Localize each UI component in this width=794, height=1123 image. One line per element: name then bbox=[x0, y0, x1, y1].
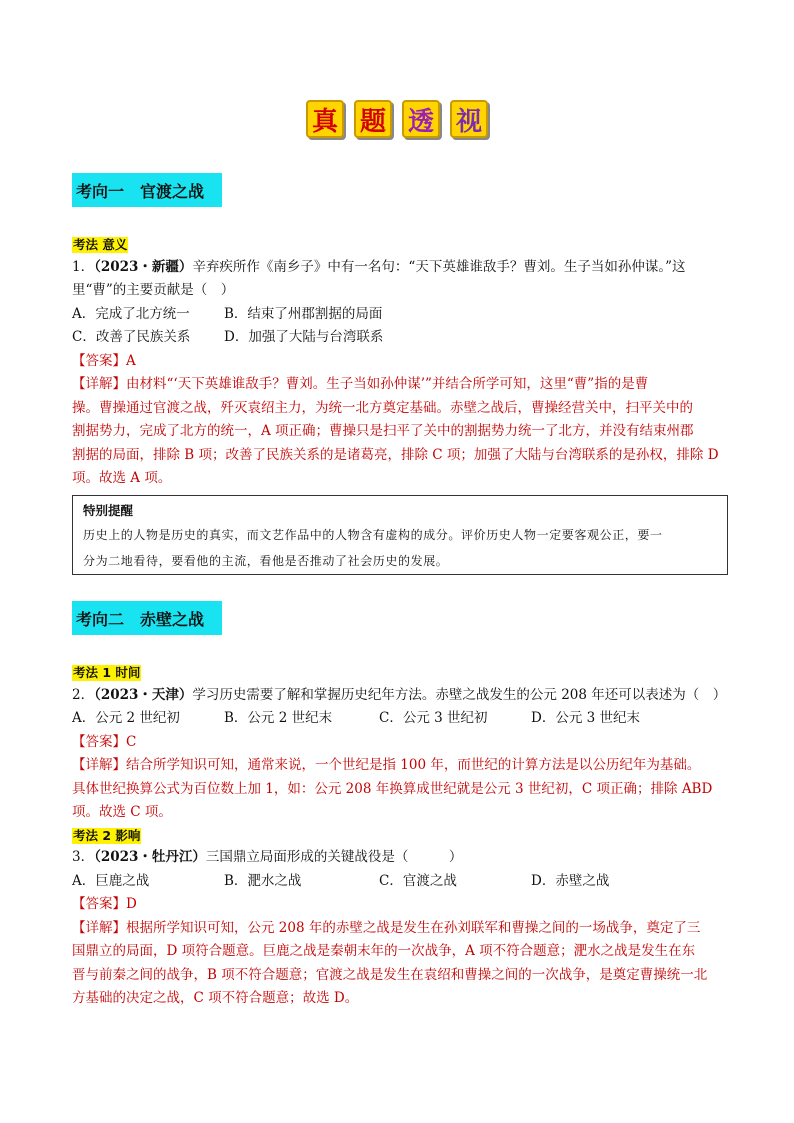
detail-line: 方基础的决定之战，C 项不符合题意；故选 D。 bbox=[72, 990, 359, 1006]
option-c: C．官渡之战 bbox=[379, 872, 457, 889]
option-b: B．结束了州郡割据的局面 bbox=[224, 305, 383, 322]
question-text-cont: 里“曹”的主要贡献是（ ） bbox=[72, 282, 235, 298]
option-c: C．改善了民族关系 bbox=[72, 329, 191, 345]
special-reminder-box bbox=[72, 495, 728, 575]
option-b: B．淝水之战 bbox=[224, 872, 302, 889]
detail-line: 【详解】由材料“‘天下英雄谁敌手？曹刘。生子当如孙仲谋’”并结合所学可知，这里“曹”指的是曹 bbox=[72, 376, 649, 392]
reminder-title: 特别提醒 bbox=[83, 503, 134, 518]
detail-line: 操。曹操通过官渡之战，歼灭袁绍主力，为统一北方奠定基础。赤壁之战后，曹操经营关中，扫平关中的 bbox=[72, 399, 693, 416]
answer: 【答案】D bbox=[72, 896, 137, 912]
question-text: 学习历史需要了解和掌握历史纪年方法。赤壁之战发生的公元 208 年还可以表述为（ ） bbox=[192, 686, 727, 703]
title-char-2: 题 bbox=[354, 100, 392, 138]
option-d: D．加强了大陆与台湾联系 bbox=[224, 329, 384, 345]
detail-line: 国鼎立的局面，D 项符合题意。巨鹿之战是秦朝末年的一次战争，A 项不符合题意；淝水之战是发生在东 bbox=[72, 943, 696, 959]
section-heading-2: 考向二 赤壁之战 bbox=[72, 601, 222, 635]
section-heading-1: 考向一 官渡之战 bbox=[72, 173, 222, 207]
answer: 【答案】C bbox=[72, 733, 137, 750]
title-char-4: 视 bbox=[450, 100, 488, 138]
reminder-text: 历史上的人物是历史的真实，而文艺作品中的人物含有虚构的成分。评价历史人物一定要客观公正，要一 bbox=[83, 528, 663, 542]
question-source: （2023・天津） bbox=[94, 686, 193, 703]
detail-line: 割据的局面，排除 B 项；改善了民族关系的是诸葛亮，排除 C 项；加强了大陆与台湾联系的是孙权，排除 D bbox=[72, 446, 719, 463]
question-number: 3． bbox=[72, 849, 95, 865]
question-1-block bbox=[72, 234, 724, 491]
method-tag: 考法 2 影响 bbox=[73, 827, 141, 843]
option-a: A．完成了北方统一 bbox=[72, 305, 190, 322]
option-d: D．公元 3 世纪末 bbox=[531, 710, 640, 726]
detail-line: 具体世纪换算公式为百位数上加 1，如：公元 208 年换算成世纪就是公元 3 世纪初，C 项正确；排除 ABD bbox=[72, 780, 713, 797]
option-c: C．公元 3 世纪初 bbox=[379, 710, 488, 726]
page-title bbox=[0, 100, 794, 138]
detail-line: 【详解】根据所学知识可知，公元 208 年的赤壁之战是发生在孙刘联军和曹操之间的一场战争，奠定了三 bbox=[72, 919, 701, 936]
detail-line: 项。故选 C 项。 bbox=[72, 804, 172, 820]
question-text: 三国鼎立局面形成的关键战役是（ ） bbox=[205, 849, 463, 865]
title-char-3: 透 bbox=[402, 100, 440, 138]
question-number: 2． bbox=[72, 686, 95, 703]
detail-line: 晋与前秦之间的战争，B 项不符合题意；官渡之战是发生在袁绍和曹操之间的一次战争，是奠定曹操统一北 bbox=[72, 966, 708, 983]
method-tag: 考法 1 时间 bbox=[73, 665, 141, 680]
detail-line: 项。故选 A 项。 bbox=[72, 470, 172, 486]
question-source: （2023・牡丹江） bbox=[94, 849, 206, 865]
reminder-text: 分为二地看待，要看他的主流，看他是否推动了社会历史的发展。 bbox=[83, 554, 449, 568]
option-a: A．巨鹿之战 bbox=[72, 872, 150, 889]
question-2-block bbox=[72, 662, 727, 1011]
detail-line: 【详解】结合所学知识可知，通常来说，一个世纪是指 100 年，而世纪的计算方法是以公历纪年为基础。 bbox=[72, 757, 701, 773]
title-char-1: 真 bbox=[306, 100, 344, 138]
answer: 【答案】A bbox=[72, 352, 136, 369]
question-number: 1． bbox=[72, 258, 95, 275]
option-a: A．公元 2 世纪初 bbox=[72, 710, 180, 726]
question-text: 辛弃疾所作《南乡子》中有一名句：“天下英雄谁敌手？曹刘。生子当如孙仲谋。”这 bbox=[192, 258, 686, 275]
detail-line: 割据势力，完成了北方的统一，A 项正确；曹操只是扫平了关中的割据势力统一了北方，并没有结束州郡 bbox=[72, 423, 694, 439]
option-b: B．公元 2 世纪末 bbox=[224, 710, 333, 726]
method-tag: 考法 意义 bbox=[73, 237, 128, 252]
question-source: （2023・新疆） bbox=[94, 258, 193, 275]
option-d: D．赤壁之战 bbox=[531, 872, 610, 889]
